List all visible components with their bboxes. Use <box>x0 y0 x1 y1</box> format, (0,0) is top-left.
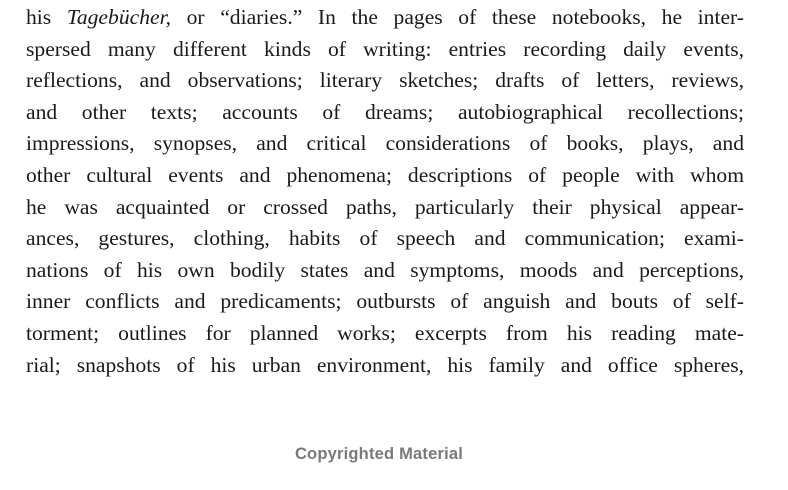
text-line-11: torment; outlines for planned works; excerpts from his reading mate- <box>26 320 744 345</box>
text-line-1 <box>26 2 744 34</box>
text-line-12: rial; snapshots of his urban environment, his family and office spheres, <box>26 352 744 377</box>
line-1-suffix: or “diaries.” In the pages of these notebooks, he inter- <box>170 5 744 29</box>
line-1-prefix: his <box>26 5 67 29</box>
text-line-8: ances, gestures, clothing, habits of speech and communication; exami- <box>26 226 744 251</box>
text-line-2: spersed many different kinds of writing: entries recording daily events, <box>26 36 744 61</box>
body-text <box>26 2 744 381</box>
text-line-7: he was acquainted or crossed paths, particularly their physical appear- <box>26 194 744 219</box>
text-line-9: nations of his own bodily states and symptoms, moods and perceptions, <box>26 257 744 282</box>
text-line-3: reflections, and observations; literary sketches; drafts of letters, reviews, <box>26 68 744 93</box>
text-line-10: inner conflicts and predicaments; outbursts of anguish and bouts of self- <box>26 289 744 314</box>
text-line-5: impressions, synopses, and critical considerations of books, plays, and <box>26 131 744 156</box>
text-line-6: other cultural events and phenomena; descriptions of people with whom <box>26 162 744 187</box>
italic-term: Tagebücher, <box>66 5 171 29</box>
text-line-4: and other texts; accounts of dreams; autobiographical recollections; <box>26 99 744 124</box>
copyright-notice: Copyrighted Material <box>294 445 464 463</box>
